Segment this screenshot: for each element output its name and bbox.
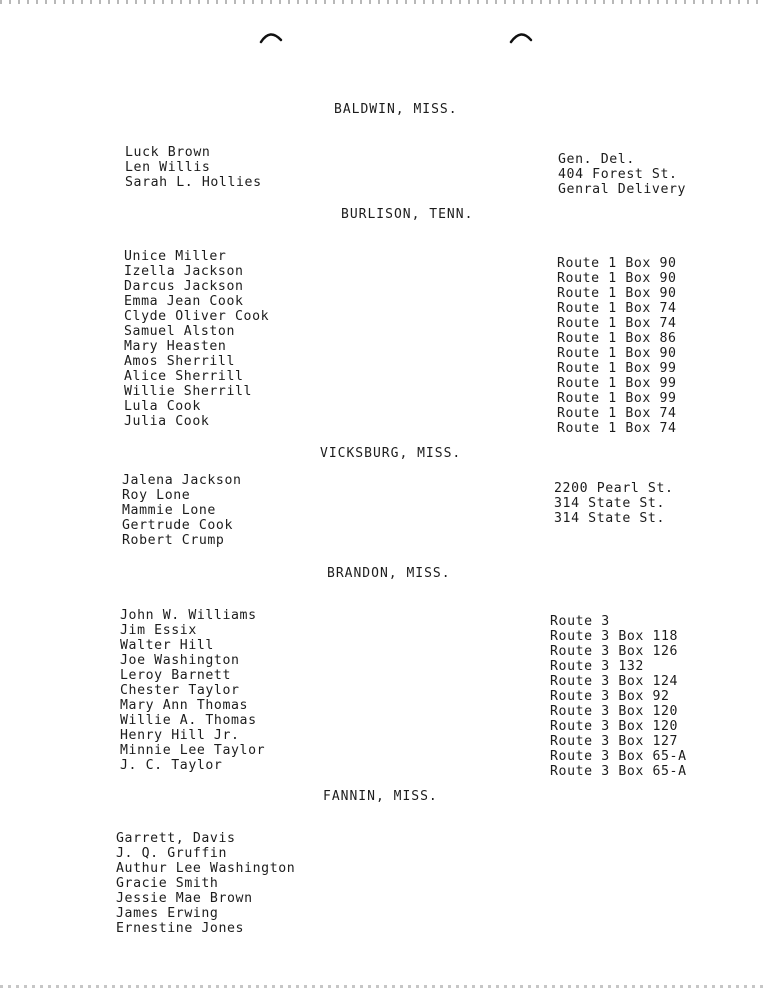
section-heading-burlison: BURLISON, TENN. bbox=[341, 207, 474, 222]
address-entry: Route 3 Box 120 bbox=[550, 704, 679, 719]
name-entry: Clyde Oliver Cook bbox=[124, 309, 270, 324]
name-entry: Darcus Jackson bbox=[124, 279, 244, 294]
name-entry: Garrett, Davis bbox=[116, 831, 236, 846]
name-entry: J. Q. Gruffin bbox=[116, 846, 228, 861]
address-entry: Route 3 Box 118 bbox=[550, 629, 679, 644]
names-list-vicksburg bbox=[122, 473, 242, 548]
address-entry: 2200 Pearl St. bbox=[554, 481, 674, 496]
name-entry: Mary Ann Thomas bbox=[120, 698, 249, 713]
name-entry: Lula Cook bbox=[124, 399, 201, 414]
name-entry: Jim Essix bbox=[120, 623, 197, 638]
name-entry: Gertrude Cook bbox=[122, 518, 234, 533]
name-entry: Samuel Alston bbox=[124, 324, 236, 339]
address-entry: Route 3 Box 126 bbox=[550, 644, 679, 659]
address-entry: Route 1 Box 90 bbox=[557, 271, 677, 286]
section-heading-fannin: FANNIN, MISS. bbox=[323, 789, 438, 804]
name-entry: Unice Miller bbox=[124, 249, 227, 264]
address-entry: Route 1 Box 74 bbox=[557, 301, 677, 316]
name-entry: Robert Crump bbox=[122, 533, 225, 548]
name-entry: Julia Cook bbox=[124, 414, 210, 429]
address-entry: Route 1 Box 90 bbox=[557, 256, 677, 271]
address-entry: Genral Delivery bbox=[558, 182, 687, 197]
bottom-edge-perforation bbox=[0, 985, 763, 988]
address-entry: 404 Forest St. bbox=[558, 167, 678, 182]
name-entry: Gracie Smith bbox=[116, 876, 219, 891]
section-heading-vicksburg: VICKSBURG, MISS. bbox=[320, 446, 462, 461]
name-entry: Ernestine Jones bbox=[116, 921, 245, 936]
address-entry: Route 1 Box 74 bbox=[557, 421, 677, 436]
name-entry: James Erwing bbox=[116, 906, 219, 921]
section-heading-brandon: BRANDON, MISS. bbox=[327, 566, 451, 581]
addresses-list-burlison bbox=[557, 256, 677, 436]
address-entry: Route 1 Box 86 bbox=[557, 331, 677, 346]
name-entry: Luck Brown bbox=[125, 145, 211, 160]
name-entry: Willie Sherrill bbox=[124, 384, 253, 399]
address-entry: 314 State St. bbox=[554, 496, 666, 511]
top-edge-perforation bbox=[0, 0, 763, 4]
address-entry: Route 3 bbox=[550, 614, 610, 629]
name-entry: Leroy Barnett bbox=[120, 668, 232, 683]
name-entry: Sarah L. Hollies bbox=[125, 175, 262, 190]
addresses-list-vicksburg bbox=[554, 481, 674, 526]
address-entry: Route 3 Box 92 bbox=[550, 689, 670, 704]
addresses-list-baldwin bbox=[558, 152, 686, 197]
name-entry: Jessie Mae Brown bbox=[116, 891, 253, 906]
name-entry: Izella Jackson bbox=[124, 264, 244, 279]
name-entry: Mammie Lone bbox=[122, 503, 216, 518]
name-entry: Len Willis bbox=[125, 160, 211, 175]
name-entry: Chester Taylor bbox=[120, 683, 240, 698]
address-entry: 314 State St. bbox=[554, 511, 666, 526]
name-entry: Jalena Jackson bbox=[122, 473, 242, 488]
section-heading-baldwin: BALDWIN, MISS. bbox=[334, 102, 458, 117]
address-entry: Route 3 Box 127 bbox=[550, 734, 679, 749]
names-list-burlison bbox=[124, 249, 269, 429]
address-entry: Route 1 Box 74 bbox=[557, 316, 677, 331]
address-entry: Route 1 Box 99 bbox=[557, 376, 677, 391]
address-entry: Route 1 Box 99 bbox=[557, 391, 677, 406]
name-entry: John W. Williams bbox=[120, 608, 257, 623]
name-entry: Joe Washington bbox=[120, 653, 240, 668]
address-entry: Route 1 Box 90 bbox=[557, 286, 677, 301]
address-entry: Route 3 Box 124 bbox=[550, 674, 679, 689]
names-list-brandon bbox=[120, 608, 265, 773]
binder-hole-mark-right bbox=[508, 30, 534, 44]
address-entry: Route 3 Box 65-A bbox=[550, 764, 687, 779]
names-list-fannin bbox=[116, 831, 295, 936]
name-entry: Emma Jean Cook bbox=[124, 294, 244, 309]
address-entry: Route 3 132 bbox=[550, 659, 644, 674]
name-entry: Alice Sherrill bbox=[124, 369, 244, 384]
name-entry: J. C. Taylor bbox=[120, 758, 223, 773]
binder-hole-mark-left bbox=[258, 30, 284, 44]
addresses-list-brandon bbox=[550, 614, 687, 779]
name-entry: Roy Lone bbox=[122, 488, 191, 503]
address-entry: Route 1 Box 99 bbox=[557, 361, 677, 376]
name-entry: Willie A. Thomas bbox=[120, 713, 257, 728]
address-entry: Route 3 Box 65-A bbox=[550, 749, 687, 764]
name-entry: Walter Hill bbox=[120, 638, 214, 653]
address-entry: Route 3 Box 120 bbox=[550, 719, 679, 734]
names-list-baldwin bbox=[125, 145, 262, 190]
address-entry: Route 1 Box 90 bbox=[557, 346, 677, 361]
name-entry: Amos Sherrill bbox=[124, 354, 236, 369]
name-entry: Authur Lee Washington bbox=[116, 861, 296, 876]
address-entry: Route 1 Box 74 bbox=[557, 406, 677, 421]
address-entry: Gen. Del. bbox=[558, 152, 635, 167]
name-entry: Minnie Lee Taylor bbox=[120, 743, 266, 758]
name-entry: Mary Heasten bbox=[124, 339, 227, 354]
name-entry: Henry Hill Jr. bbox=[120, 728, 240, 743]
